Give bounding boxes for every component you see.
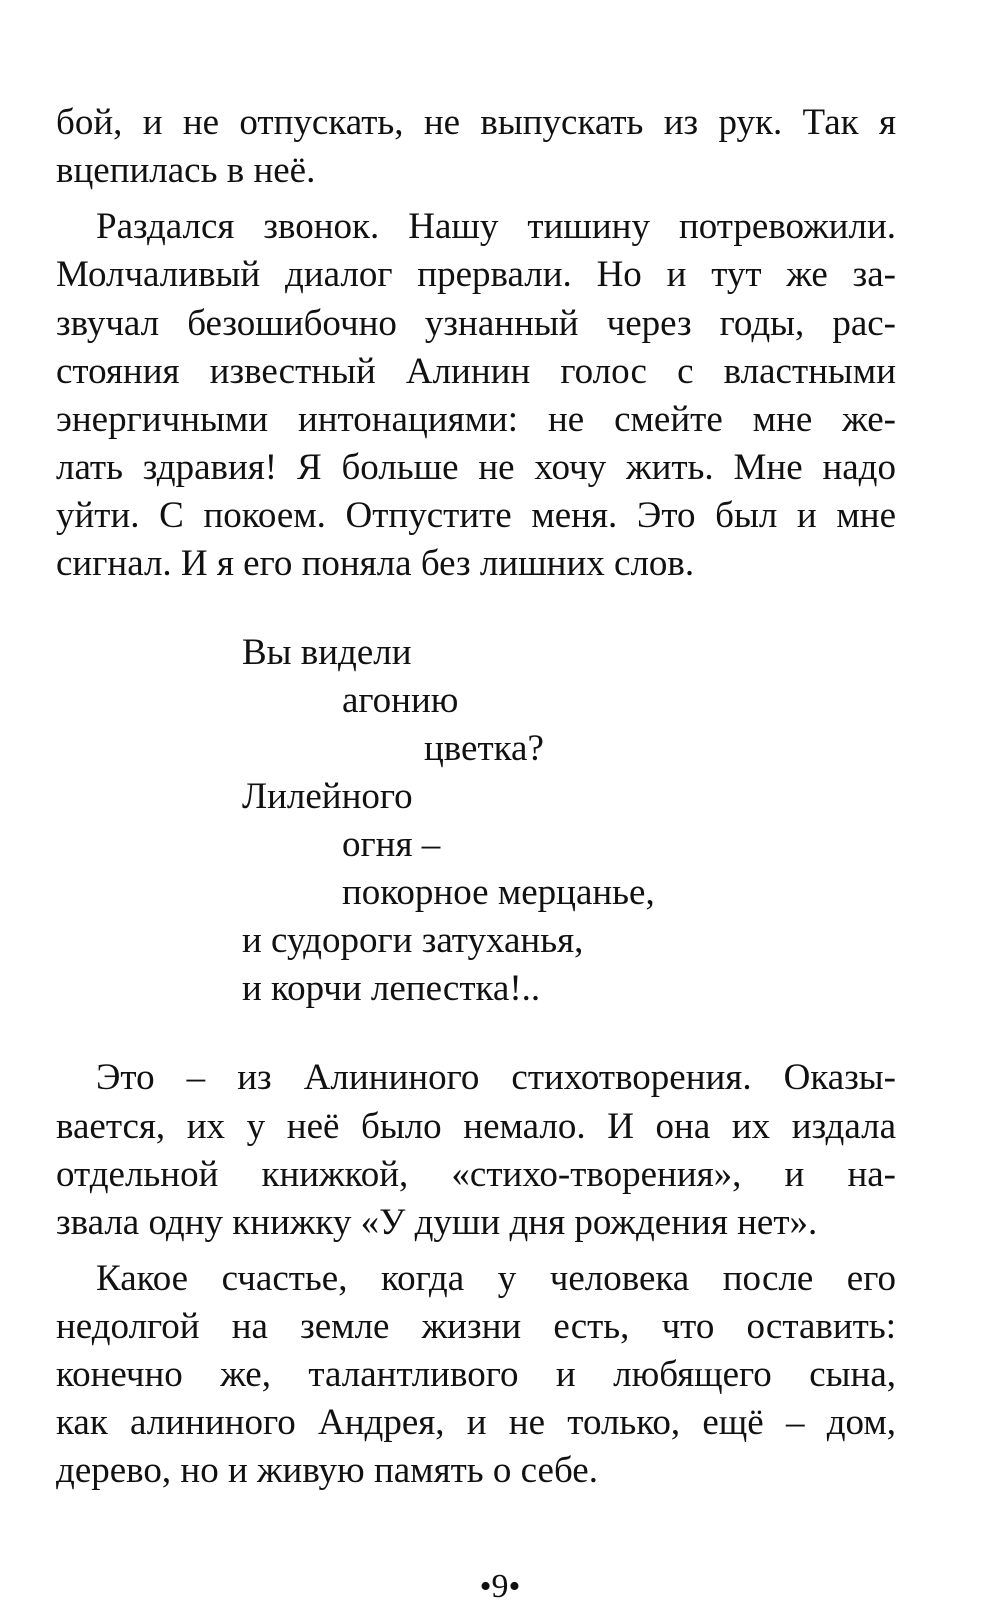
paragraph-4-line-3: конечно же, талантливого и любящего сына, — [56, 1354, 896, 1395]
poem-line-8: и корчи лепестка!.. — [242, 968, 541, 1009]
paragraph-4-line-2: недолгой на земле жизни есть, что оставить: — [56, 1306, 896, 1347]
paragraph-2-line-6: лать здравия! Я больше не хочу жить. Мне надо — [56, 447, 896, 488]
paragraph-2-line-3: звучал безошибочно узнанный через годы, рас- — [56, 303, 896, 344]
paragraph-3-line-2: вается, их у неё было немало. И она их издала — [56, 1106, 896, 1147]
paragraph-4-line-5: дерево, но и живую память о себе. — [56, 1450, 598, 1491]
paragraph-1-line-2: вцепилась в неё. — [56, 150, 316, 191]
paragraph-4-line-1: Какое счастье, когда у человека после его — [96, 1258, 896, 1299]
paragraph-2-line-5: энергичными интонациями: не смейте мне же- — [56, 399, 896, 440]
paragraph-2-line-1: Раздался звонок. Нашу тишину потревожили. — [96, 206, 896, 247]
poem-line-4: Лилейного — [242, 776, 413, 817]
poem-line-3: цветка? — [424, 728, 544, 769]
poem-line-7: и судороги затуханья, — [242, 920, 584, 961]
paragraph-2-line-7: уйти. С покоем. Отпустите меня. Это был и мне — [56, 495, 896, 536]
page-number-dot-right: • — [508, 1568, 521, 1605]
poem-line-5: огня – — [342, 824, 441, 865]
paragraph-3-line-4: звала одну книжку «У души дня рождения нет». — [56, 1202, 818, 1243]
paragraph-3-line-1: Это – из Алининого стихотворения. Оказы- — [96, 1057, 896, 1098]
poem-line-2: агонию — [342, 680, 459, 721]
poem-line-1: Вы видели — [242, 632, 412, 673]
page-number — [0, 1567, 1000, 1607]
paragraph-2-line-2: Молчаливый диалог прервали. Но и тут же за- — [56, 254, 896, 295]
paragraph-2-line-8: сигнал. И я его поняла без лишних слов. — [56, 543, 695, 584]
paragraph-3-line-3: отдельной книжкой, «стихо-творения», и на- — [56, 1154, 896, 1195]
page-number-dot-left: • — [479, 1568, 492, 1605]
page-number-value: 9 — [491, 1568, 509, 1605]
paragraph-2-line-4: стояния известный Алинин голос с властными — [56, 351, 896, 392]
paragraph-4-line-4: как алининого Андрея, и не только, ещё – дом, — [56, 1402, 896, 1443]
paragraph-1-line-1: бой, и не отпускать, не выпускать из рук. Так я — [56, 102, 896, 143]
poem-line-6: покорное мерцанье, — [342, 872, 655, 913]
